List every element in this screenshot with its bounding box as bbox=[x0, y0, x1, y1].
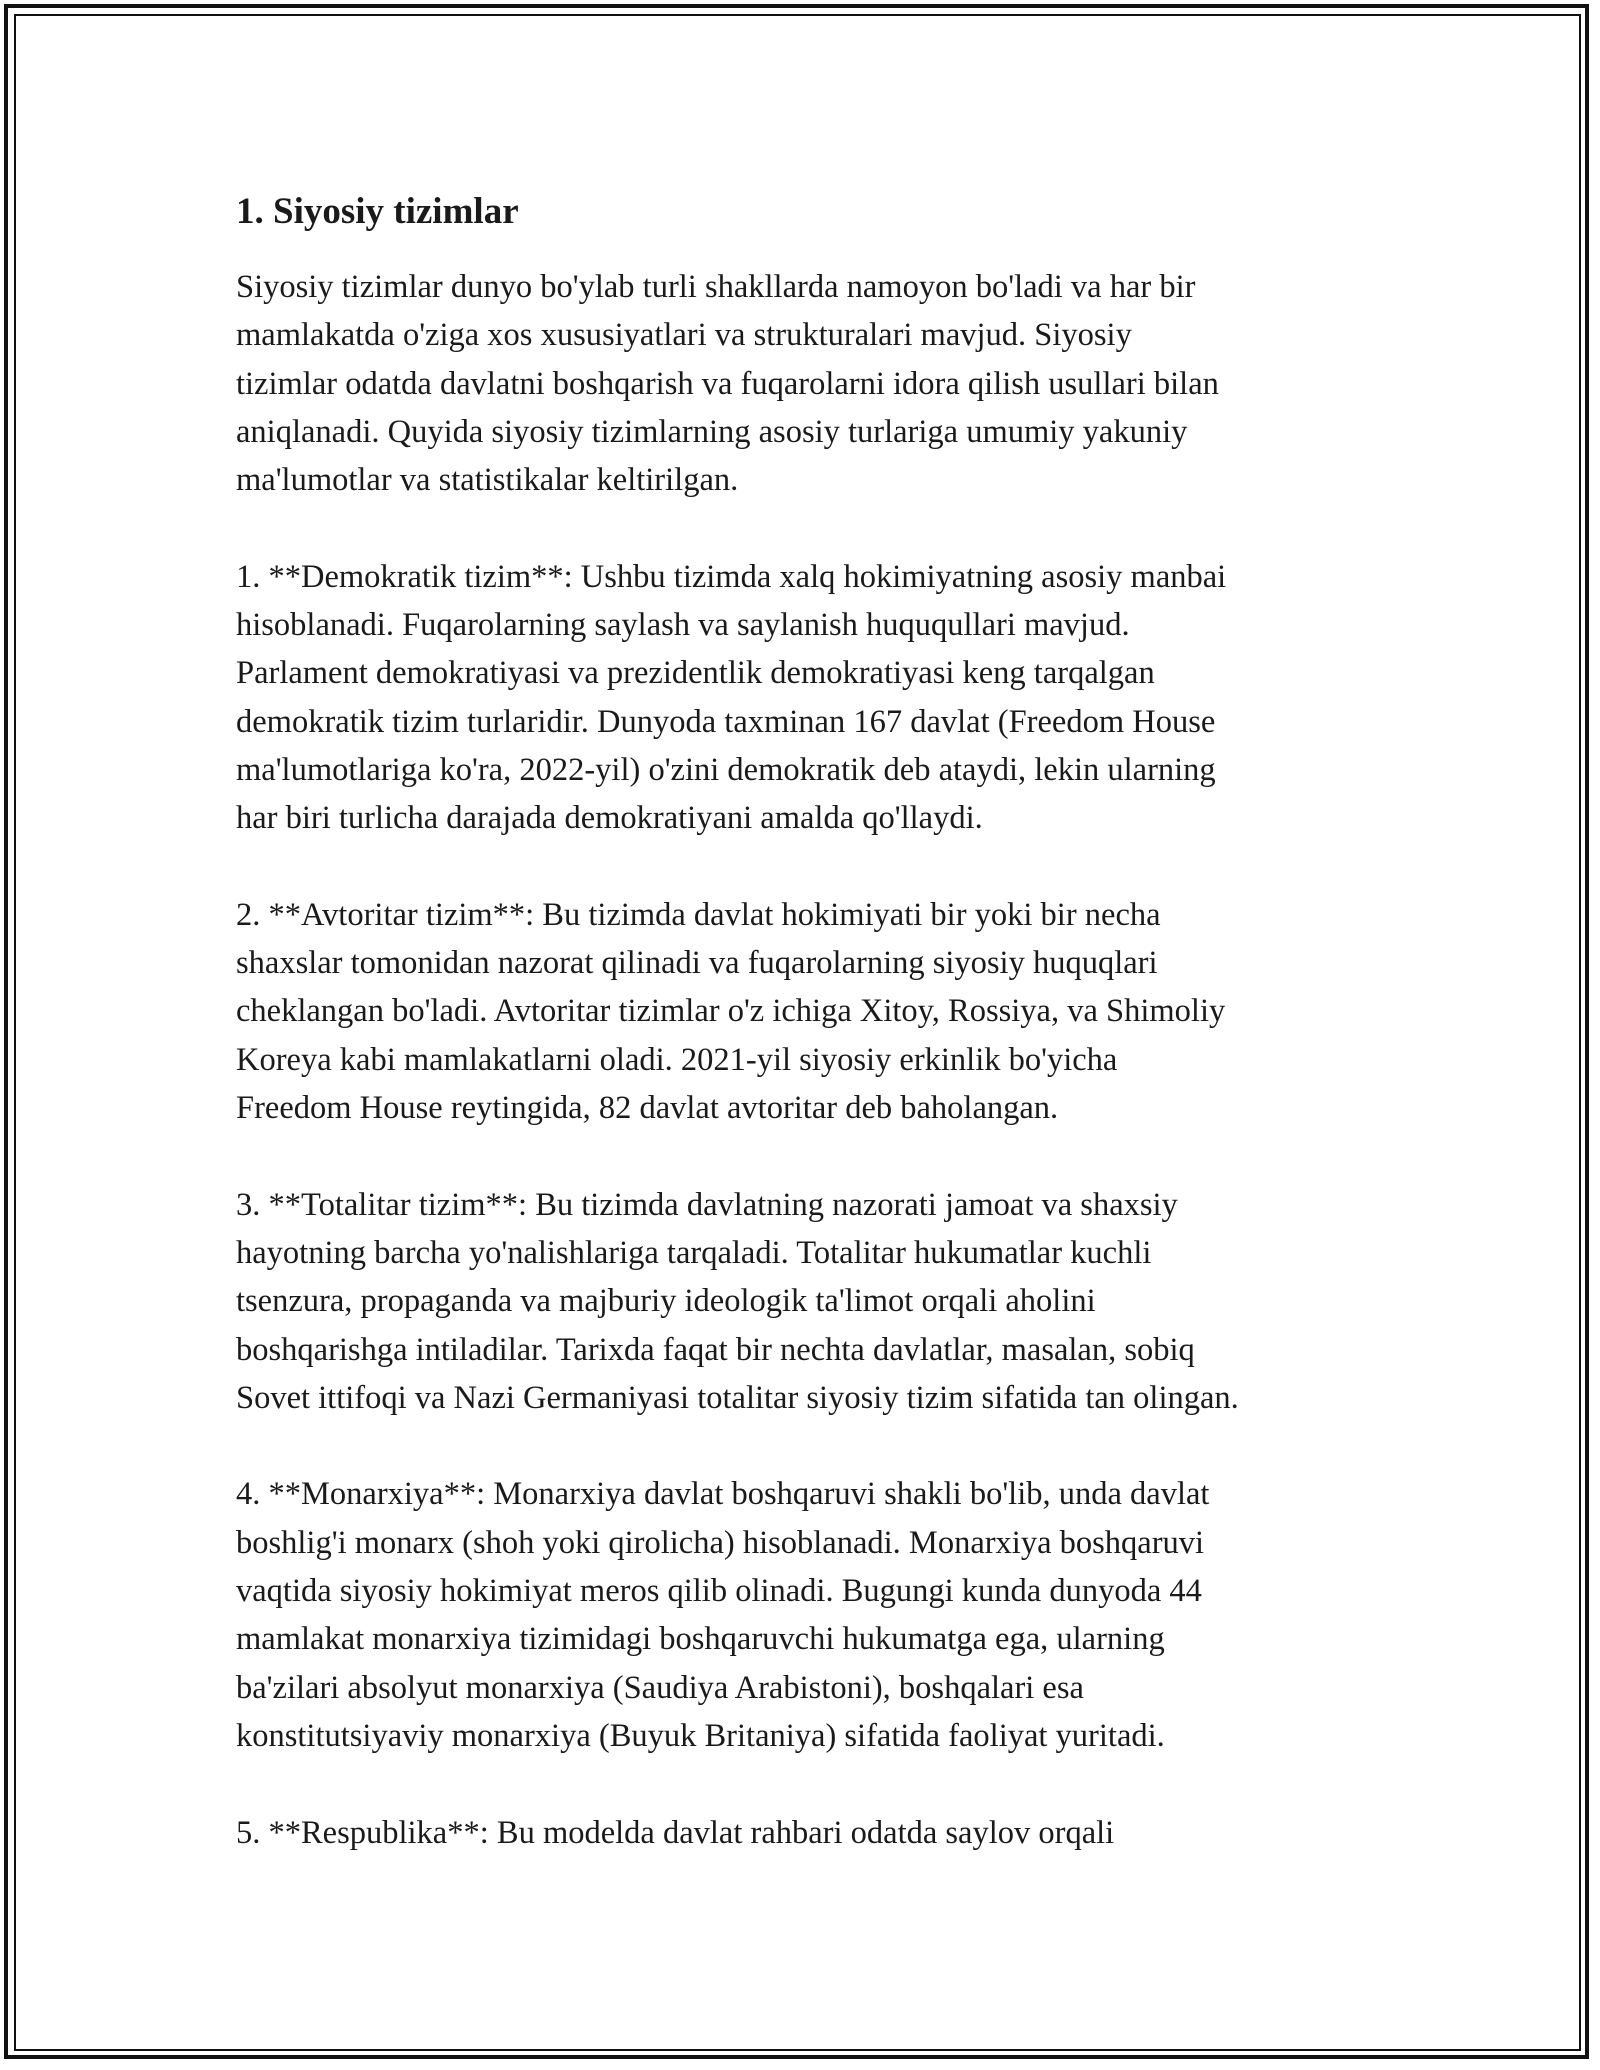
text-line: mamlakat monarxiya tizimidagi boshqaruvchi hukumatga ega, ularning bbox=[236, 1621, 1165, 1658]
text-line: mamlakatda o'ziga xos xususiyatlari va strukturalari mavjud. Siyosiy bbox=[236, 317, 1132, 354]
text-line: Parlament demokratiyasi va prezidentlik demokratiyasi keng tarqalgan bbox=[236, 655, 1155, 692]
text-line: 1. **Demokratik tizim**: Ushbu tizimda xalq hokimiyatning asosiy manbai bbox=[236, 558, 1227, 595]
document-body bbox=[236, 263, 1376, 1857]
text-line: hisoblanadi. Fuqarolarning saylash va saylanish huququllari mavjud. bbox=[236, 607, 1130, 644]
text-line: ma'lumotlariga ko'ra, 2022-yil) o'zini demokratik deb ataydi, lekin ularning bbox=[236, 751, 1216, 788]
text-line: shaxslar tomonidan nazorat qilinadi va fuqarolarning siyosiy huquqlari bbox=[236, 945, 1158, 982]
section-heading: 1. Siyosiy tizimlar bbox=[236, 191, 519, 232]
text-line: Freedom House reytingida, 82 davlat avtoritar deb baholangan. bbox=[236, 1090, 1059, 1127]
text-line: konstitutsiyaviy monarxiya (Buyuk Britaniya) sifatida faoliyat yuritadi. bbox=[236, 1717, 1165, 1754]
text-line: 2. **Avtoritar tizim**: Bu tizimda davlat hokimiyati bir yoki bir necha bbox=[236, 896, 1161, 933]
text-line: vaqtida siyosiy hokimiyat meros qilib olinadi. Bugungi kunda dunyoda 44 bbox=[236, 1573, 1202, 1610]
paragraph bbox=[236, 1181, 1376, 1422]
paragraph bbox=[236, 891, 1376, 1132]
paragraph bbox=[236, 263, 1376, 504]
text-line: 5. **Respublika**: Bu modelda davlat rahbari odatda saylov orqali bbox=[236, 1814, 1115, 1851]
paragraph bbox=[236, 1470, 1376, 1760]
text-line: demokratik tizim turlaridir. Dunyoda taxminan 167 davlat (Freedom House bbox=[236, 703, 1216, 740]
paragraph bbox=[236, 553, 1376, 843]
text-line: Siyosiy tizimlar dunyo bo'ylab turli shakllarda namoyon bo'ladi va har bir bbox=[236, 269, 1196, 305]
text-line: boshlig'i monarx (shoh yoki qirolicha) hisoblanadi. Monarxiya boshqaruvi bbox=[236, 1524, 1205, 1561]
text-line: ba'zilari absolyut monarxiya (Saudiya Arabistoni), boshqalari esa bbox=[236, 1669, 1084, 1706]
text-line: cheklangan bo'ladi. Avtoritar tizimlar o'z ichiga Xitoy, Rossiya, va Shimoliy bbox=[236, 993, 1226, 1030]
text-line: tsenzura, propaganda va majburiy ideologik ta'limot orqali aholini bbox=[236, 1283, 1096, 1320]
text-line: hayotning barcha yo'nalishlariga tarqaladi. Totalitar hukumatlar kuchli bbox=[236, 1234, 1152, 1271]
text-line: 3. **Totalitar tizim**: Bu tizimda davlatning nazorati jamoat va shaxsiy bbox=[236, 1186, 1178, 1223]
text-line: boshqarishga intiladilar. Tarixda faqat bir nechta davlatlar, masalan, sobiq bbox=[236, 1331, 1195, 1368]
text-line: tizimlar odatda davlatni boshqarish va fuqarolarni idora qilish usullari bilan bbox=[236, 365, 1219, 402]
text-line: aniqlanadi. Quyida siyosiy tizimlarning asosiy turlariga umumiy yakuniy bbox=[236, 413, 1188, 450]
text-line: 4. **Monarxiya**: Monarxiya davlat boshqaruvi shakli bo'lib, unda davlat bbox=[236, 1476, 1210, 1513]
text-line: Sovet ittifoqi va Nazi Germaniyasi totalitar siyosiy tizim sifatida tan olingan. bbox=[236, 1379, 1239, 1416]
text-line: har biri turlicha darajada demokratiyani amalda qo'llaydi. bbox=[236, 800, 983, 837]
document-page bbox=[236, 188, 1376, 1905]
text-line: ma'lumotlar va statistikalar keltirilgan. bbox=[236, 462, 739, 499]
text-line: Koreya kabi mamlakatlarni oladi. 2021-yil siyosiy erkinlik bo'yicha bbox=[236, 1041, 1118, 1078]
paragraph bbox=[236, 1809, 1376, 1857]
